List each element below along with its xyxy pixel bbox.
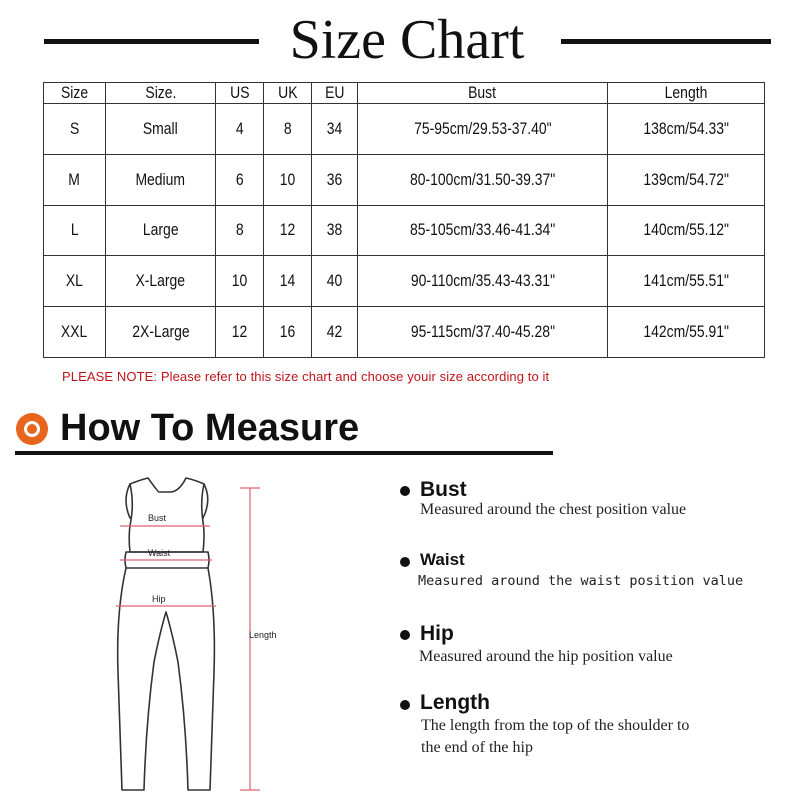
table-cell: 38: [312, 205, 358, 256]
table-row: [44, 205, 765, 256]
table-cell: S: [44, 104, 106, 155]
size-chart-header: [0, 0, 800, 80]
table-cell: 8: [264, 104, 312, 155]
measure-title: Hip: [420, 622, 454, 645]
measure-title: Length: [420, 691, 490, 714]
bullet-icon: [400, 630, 410, 640]
table-cell: 12: [216, 307, 264, 358]
size-note: PLEASE NOTE: Please refer to this size chart and choose youir size according to it: [62, 369, 550, 384]
table-cell: 34: [312, 104, 358, 155]
hip-label: Hip: [152, 594, 166, 604]
table-cell: 85-105cm/33.46-41.34": [358, 205, 608, 256]
table-header-row: [44, 83, 765, 104]
measure-description-line2: the end of the hip: [421, 739, 533, 756]
size-table: [43, 82, 765, 358]
table-cell: 2X-Large: [106, 307, 216, 358]
table-cell: 10: [216, 256, 264, 307]
table-cell: 14: [264, 256, 312, 307]
table-cell: Small: [106, 104, 216, 155]
table-cell: 140cm/55.12": [608, 205, 765, 256]
column-header-size: Size: [44, 83, 106, 104]
table-cell: 141cm/55.51": [608, 256, 765, 307]
table-cell: Medium: [106, 154, 216, 205]
column-header-eu: EU: [312, 83, 358, 104]
column-header-size-name: Size.: [106, 83, 216, 104]
column-header-us: US: [216, 83, 264, 104]
table-cell: 95-115cm/37.40-45.28": [358, 307, 608, 358]
title-rule-right: [561, 39, 771, 44]
table-cell: 12: [264, 205, 312, 256]
jumpsuit-illustration: [100, 472, 300, 797]
table-cell: 16: [264, 307, 312, 358]
bust-label: Bust: [148, 513, 167, 523]
measure-description: Measured around the chest position value: [420, 501, 687, 518]
title-rule-left: [44, 39, 259, 44]
table-cell: 75-95cm/29.53-37.40": [358, 104, 608, 155]
bullet-icon: [400, 700, 410, 710]
table-cell: 10: [264, 154, 312, 205]
table-cell: 90-110cm/35.43-43.31": [358, 256, 608, 307]
column-header-length: Length: [608, 83, 765, 104]
table-cell: 8: [216, 205, 264, 256]
table-row: [44, 307, 765, 358]
table-cell: XL: [44, 256, 106, 307]
bullet-icon: [400, 557, 410, 567]
orange-ring-icon: [16, 413, 48, 445]
table-cell: L: [44, 205, 106, 256]
table-cell: 36: [312, 154, 358, 205]
column-header-uk: UK: [264, 83, 312, 104]
measure-title: Bust: [420, 478, 467, 501]
table-cell: 4: [216, 104, 264, 155]
section-underline: [15, 451, 553, 455]
table-cell: 6: [216, 154, 264, 205]
table-cell: 139cm/54.72": [608, 154, 765, 205]
table-row: [44, 256, 765, 307]
how-to-measure-title: How To Measure: [60, 407, 360, 449]
table-cell: 80-100cm/31.50-39.37": [358, 154, 608, 205]
table-cell: Large: [106, 205, 216, 256]
table-cell: 42: [312, 307, 358, 358]
table-cell: 40: [312, 256, 358, 307]
column-header-bust: Bust: [358, 83, 608, 104]
table-cell: X-Large: [106, 256, 216, 307]
waist-label: Waist: [148, 548, 171, 558]
measure-description: Measured around the waist position value: [418, 573, 744, 589]
measure-description: Measured around the hip position value: [419, 648, 673, 665]
table-cell: M: [44, 154, 106, 205]
bullet-icon: [400, 486, 410, 496]
body-measure-figure: [100, 472, 300, 797]
table-cell: 142cm/55.91": [608, 307, 765, 358]
table-cell: XXL: [44, 307, 106, 358]
page-title: Size Chart: [289, 9, 525, 71]
length-label: Length: [249, 630, 277, 640]
table-row: [44, 154, 765, 205]
measure-description-line1: The length from the top of the shoulder to: [421, 717, 690, 734]
measure-title: Waist: [420, 550, 465, 569]
table-cell: 138cm/54.33": [608, 104, 765, 155]
table-row: [44, 104, 765, 155]
